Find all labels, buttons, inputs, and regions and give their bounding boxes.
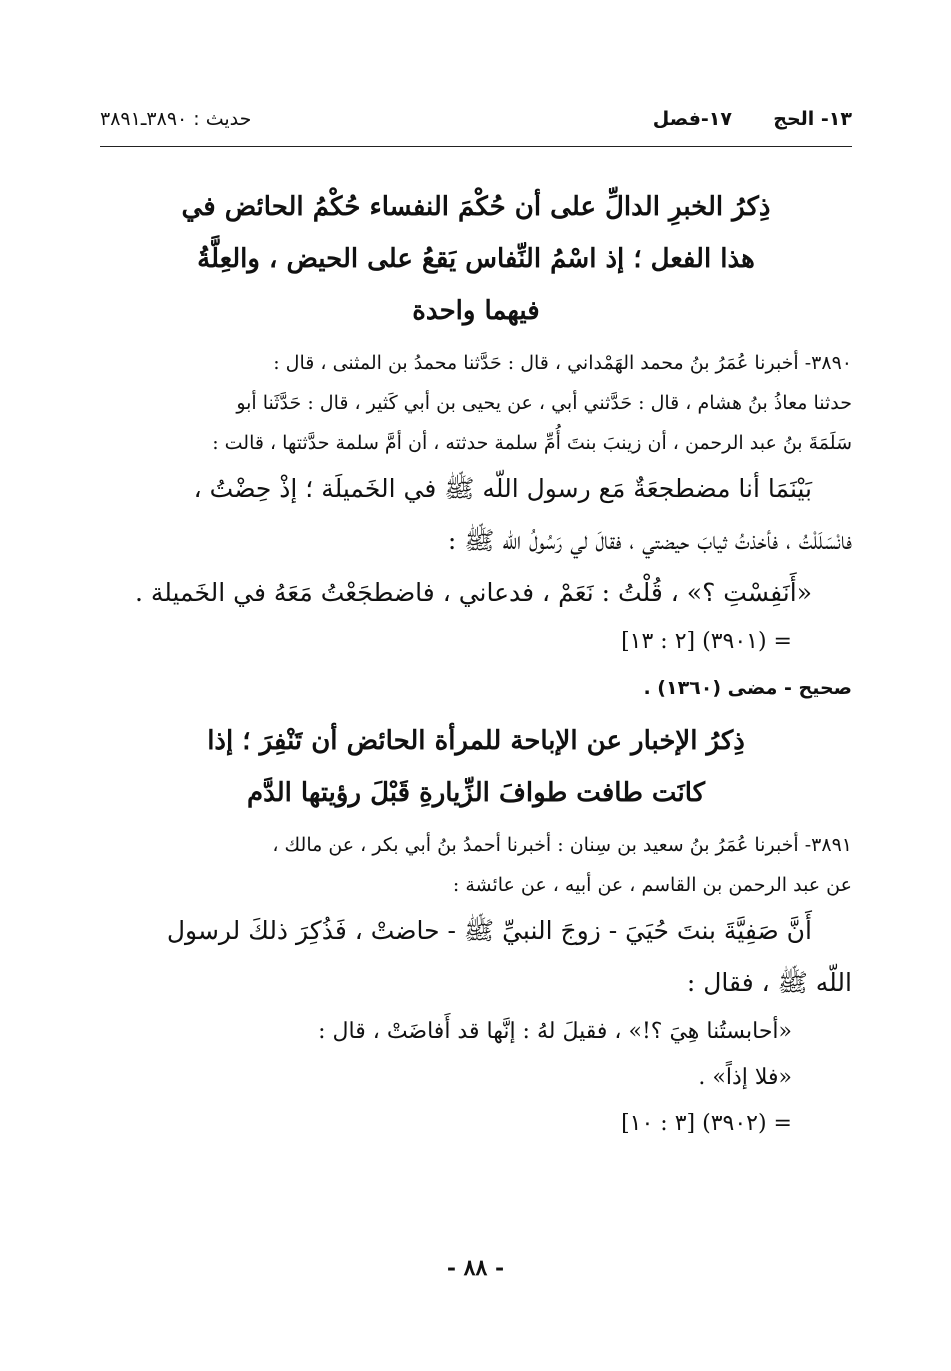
isnad-line: ٣٨٩١- أخبرنا عُمَرُ بنُ سعيد بن سِنان : أخبرنا أحمدُ بنُ أبي بكر ، عن مالك ، — [272, 834, 852, 856]
matn-line: فانْسَلَلْتُ ، فأخذتُ ثيابَ حيضتي ، فقالَ لي رَسُولُ اللّه ﷺ : — [447, 526, 852, 555]
hadith-grade: صحيح - مضى (١٣٦٠) . — [643, 677, 852, 699]
quote-line: «أحابستُنا هِيَ ؟!» ، فقيلَ لهُ : إنَّها قد أَفاضَتْ ، قال : — [318, 1019, 792, 1044]
cross-reference: = (٣٩٠٢) [٣ : ١٠] — [621, 1111, 792, 1136]
page-body — [100, 100, 852, 1147]
isnad-line: ٣٨٩٠- أخبرنا عُمَرُ بنُ محمد الهَمْداني ، قال : حَدَّثنا محمدُ بن المثنى ، قال : — [273, 352, 852, 374]
isnad-3890 — [100, 343, 852, 463]
chapter-heading-2 — [100, 715, 852, 819]
heading-line: ذِكرُ الخبرِ الدالِّ على أن حُكْمَ النفساء حُكْمُ الحائض في — [181, 192, 771, 222]
isnad-3891 — [100, 825, 852, 905]
isnad-line: عن عبد الرحمن بن القاسم ، عن أبيه ، عن عائشة : — [452, 874, 852, 896]
matn-3890 — [100, 463, 852, 619]
heading-line: هذا الفعل ؛ إذ اسْمُ النِّفاس يَقعُ على الحيض ، والعِلَّةُ — [197, 244, 755, 274]
hadith-range: حديث : ٣٨٩٠ـ٣٨٩١ — [100, 108, 252, 130]
chapter-heading-1 — [100, 181, 852, 337]
matn-line: اللّه ﷺ ، فقال : — [686, 968, 852, 997]
matn-line: بَيْنَمَا أنا مضطجعَةٌ مَع رسول اللّه ﷺ في الخَميلَة ؛ إذْ حِضْتُ ، — [193, 474, 812, 503]
matn-3891 — [100, 905, 852, 1009]
isnad-line: حدثنا معاذُ بنُ هشام ، قال : حَدَّثني أبي ، عن يحيى بن أبي كَثير ، قال : حَدَّثَنا أبو — [236, 392, 852, 414]
matn-line: «أَنَفِسْتِ ؟» ، قُلْتُ : نَعَمْ ، فدعاني ، فاضطجَعْتُ مَعَهُ في الخَميلة . — [134, 578, 812, 607]
heading-line: فيهما واحدة — [412, 296, 540, 326]
cross-reference: = (٣٩٠١) [٢ : ١٣] — [621, 629, 792, 654]
matn-line: أَنَّ صَفِيَّةَ بنتَ حُيَيَ - زوجَ النبيِّ ﷺ - حاضتْ ، فَذُكِرَ ذلكَ لرسول — [166, 916, 812, 945]
header-rule — [100, 146, 852, 147]
running-header — [100, 100, 852, 140]
chapter-title: ١٣- الحج — [773, 108, 852, 130]
heading-line: ذِكرُ الإخبار عن الإباحة للمرأة الحائض أن تَنْفِرَ ؛ إذا — [207, 726, 745, 756]
isnad-line: سَلَمَةَ بنُ عبد الرحمن ، أن زينبَ بنتَ أُمِّ سلمة حدثته ، أن أمَّ سلمة حدَّثتها ، قالت : — [212, 432, 852, 454]
page-number: - ٨٨ - — [446, 1255, 505, 1281]
quote-line: «فلا إذاً» . — [698, 1065, 792, 1090]
section-title: ١٧-فصل — [652, 108, 732, 130]
heading-line: كانَت طافت طوافَ الزِّيارةِ قَبْلَ رؤيتها الدَّم — [246, 778, 706, 808]
